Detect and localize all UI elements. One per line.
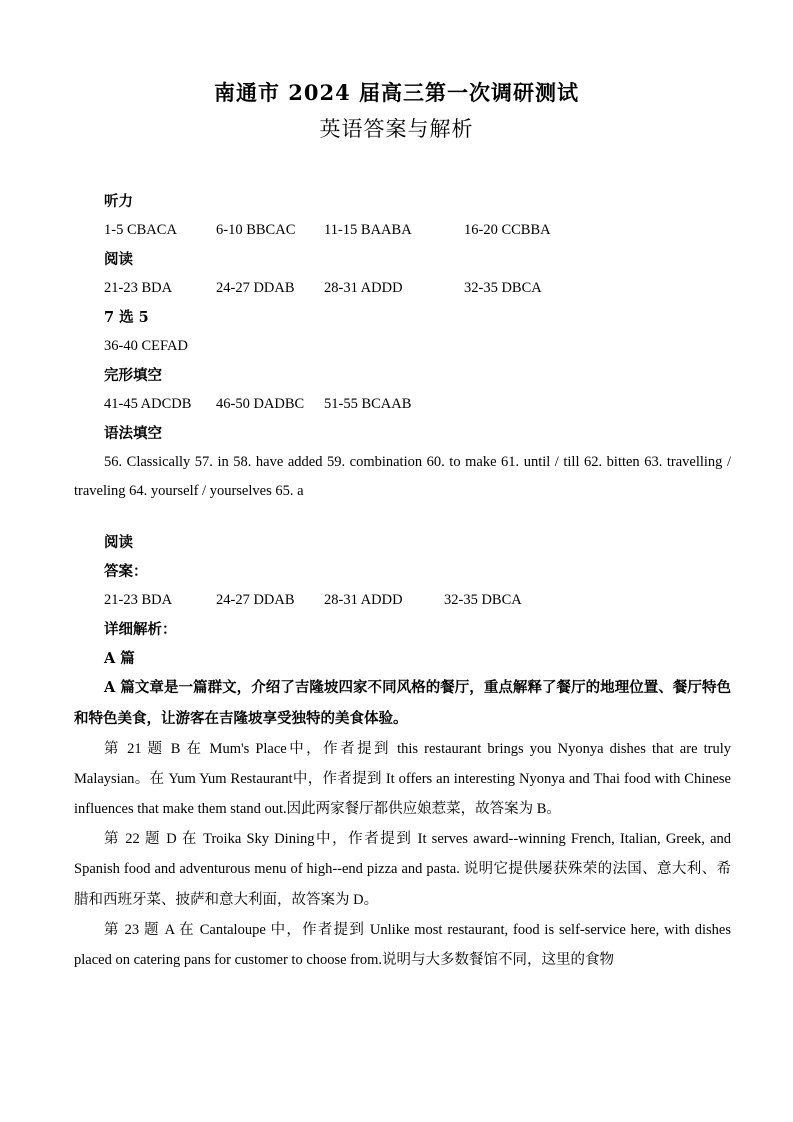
passage-a-label: A 篇	[104, 650, 135, 668]
section-heading-seven-choose-five: 7 选 5	[104, 309, 149, 327]
document-content	[62, 175, 731, 975]
answer-row-seven-choose-five: 36-40 CEFAD	[104, 338, 188, 355]
answer-row-reading	[104, 274, 731, 303]
answer-cell: 28-31 ADDD	[324, 592, 403, 609]
detail-analysis-label: 详细解析：	[104, 621, 177, 639]
document-title-block	[62, 76, 731, 149]
section-heading-reading-analysis: 阅读	[104, 534, 133, 552]
answer-cell: 41-45 ADCDB	[104, 396, 192, 413]
answer-row-cloze	[104, 390, 731, 419]
answer-cell: 1-5 CBACA	[104, 222, 177, 239]
answer-cell: 11-15 BAABA	[324, 222, 412, 239]
answer-cell: 32-35 DBCA	[444, 592, 522, 609]
answer-cell: 16-20 CCBBA	[464, 222, 551, 239]
analysis-item-22: 第 22 题 D 在 Troika Sky Dining中，作者提到 It serves award--winning French, Italian, Greek, and Spanish food and adventurous menu of high--end pizza and pasta. 说明它提供屡获殊荣的法国、意大利、希腊和西班牙菜、披萨和意大利面，故答案为 D。	[74, 831, 731, 908]
section-heading-listening: 听力	[104, 193, 133, 211]
answer-row-reading-analysis	[104, 586, 731, 615]
page-subtitle: 英语答案与解析	[319, 116, 474, 141]
answer-cell: 24-27 DDAB	[216, 592, 295, 609]
analysis-item-21: 第 21 题 B 在 Mum's Place中，作者提到 this restaurant brings you Nyonya dishes that are truly Malaysian。在 Yum Yum Restaurant中，作者提到 It offers an interesting Nyonya and Thai food with Chinese influences that make them stand out.因此两家餐厅都供应娘惹菜，故答案为 B。	[74, 740, 731, 818]
section-heading-grammar-fill: 语法填空	[104, 425, 162, 443]
analysis-item-23: 第 23 题 A 在 Cantaloupe 中，作者提到 Unlike most restaurant, food is self-service here, with dishes placed on catering pans for customer to choose from.说明与大多数餐馆不同，这里的食物	[74, 921, 731, 968]
answer-cell: 51-55 BCAAB	[324, 396, 412, 413]
answer-cell: 32-35 DBCA	[464, 280, 542, 297]
passage-a-summary: A 篇文章是一篇群文，介绍了吉隆坡四家不同风格的餐厅，重点解释了餐厅的地理位置、餐厅特色和特色美食，让游客在吉隆坡享受独特的美食体验。	[74, 679, 731, 727]
answer-cell: 21-23 BDA	[104, 280, 173, 297]
answer-cell: 46-50 DADBC	[216, 396, 305, 413]
section-heading-cloze: 完形填空	[104, 367, 162, 385]
page-title: 南通市 2024 届高三第一次调研测试	[213, 80, 580, 105]
grammar-fill-answers: 56. Classically 57. in 58. have added 59. combination 60. to make 61. until / till 62. bitten 63. travelling / traveling 64. yourself / yourselves 65. a	[74, 454, 731, 500]
answer-row-listening	[104, 216, 731, 245]
answer-cell: 28-31 ADDD	[324, 280, 403, 297]
answer-label: 答案：	[104, 563, 148, 581]
section-heading-reading: 阅读	[104, 251, 133, 269]
answer-cell: 6-10 BBCAC	[216, 222, 296, 239]
answer-cell: 21-23 BDA	[104, 592, 173, 609]
answer-cell: 24-27 DDAB	[216, 280, 295, 297]
